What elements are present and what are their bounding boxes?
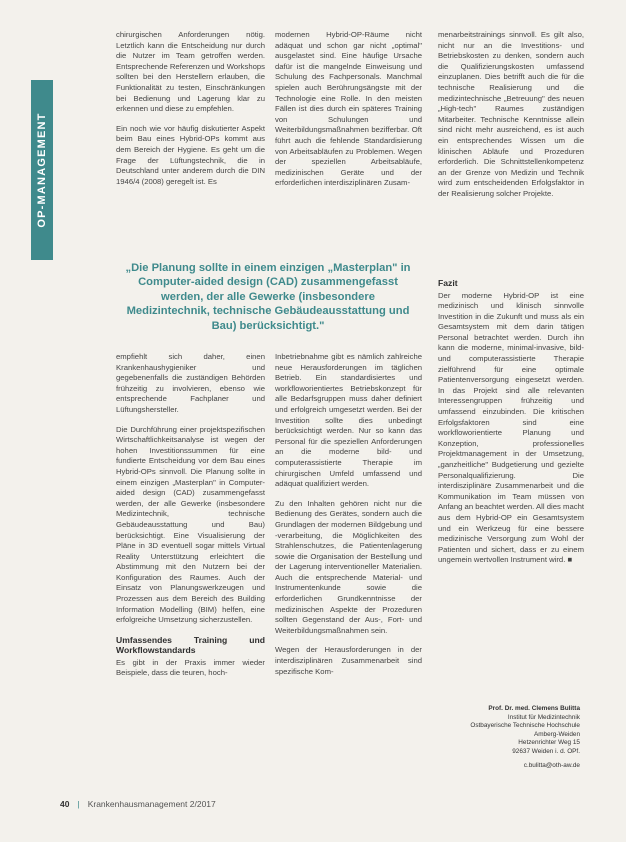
footer-separator: | — [77, 799, 80, 809]
author-affiliation — [458, 705, 580, 770]
paragraph: chirurgischen Anforderungen nötig. Letztlich kann die Entscheidung nur durch die Nutzer im Team getroffen werden. Entsprechende Referenzen und Workshops sollten bei den Herstellern erlauben, die Funktionalität zu testen, Einschränkungen bei Bedienung und Lagerung klar zu erkennen und diese zu empfehlen. — [116, 30, 266, 114]
paragraph: Zu den Inhalten gehören nicht nur die Bedienung des Gerätes, sondern auch die Grundlagen der modernen Bildgebung und -verarbeitung, die Möglichkeiten des Strahlenschutzes, die Patientenlagerung sowie die Organisation der Bestellung und der Lagerung interventioneller Materialien. Auch die entsprechende Material- und Instrumentenkunde sowie die erforderlichen Grundkenntnisse der medizinischen Aspekte der Prozeduren sollten Gegenstand der Aus-, Fort- und Weiterbildungsmaßnahmen sein. — [275, 498, 422, 635]
paragraph: Der moderne Hybrid-OP ist eine medizinisch und klinisch sinnvolle Investition in die Zukunft und muss als ein Gesamtsystem mit dem darin tätigen Personal betrachtet werden. Durch ihn kann die moderne, minimal-invasive, bild- und computerassistierte Therapie zielführend für eine optimale Patientenversorgung eingesetzt werden. In das Projekt sind alle relevanten Interessengruppen frühzeitig und umfassend einzubinden. Die kritischen Erfolgsfaktoren sind eine workfloworientierte Planung und Konzeption, professionelles Projektmanagement in der Umsetzung, „ganzheitliche" Budgetierung und gezielte Personalqualifizierung. Die interdisziplinäre Zusammenarbeit und die Kommunikation im Team müssen von Anfang an beachtet werden. All dies macht aus dem Hybrid-OP ein Gesamtsystem und ein Werkzeug für eine bessere medizinische Versorgung zum Wohl der Patienten und sichert, dass er zu einem ungemein wertvollen Instrument wird. ■ — [438, 290, 584, 565]
column-1-bottom — [116, 352, 265, 688]
paragraph: Inbetriebnahme gibt es nämlich zahlreiche neue Herausforderungen im täglichen Betrieb. Ein standardisiertes und workfloworientiertes Betriebskonzept für alle Bedarfsgruppen muss daher definiert und erfolgreich umgesetzt werden. Bei der Investition sollte dies unbedingt berücksichtigt werden. Nur so kann das Personal für die speziellen Anforderungen an die moderne bild- und computerassistierte Therapie im chirurgischen Umfeld umfassend und adäquat qualifiziert werden. — [275, 352, 422, 489]
page-footer — [60, 799, 216, 809]
affiliation-line: Hetzenrichter Weg 15 — [518, 739, 580, 747]
section-heading: Umfassendes Training und Workflowstandards — [116, 634, 265, 656]
paragraph: menarbeitstrainings sinnvoll. Es gilt also, nicht nur an die Investitions- und Betriebskosten zu denken, sondern auch die Qualifizierungskosten umfassend einzuplanen. Dies betrifft auch die für die technische Realisierung und die medizintechnische „Betreuung" des neuen „High-tech" Raumes zuständigen Mitarbeiter. Technische Kenntnisse allein sind nicht mehr ausreichend, es ist auch ein entsprechendes Wissen um die klinischen Abläufe und Prozeduren erforderlich. Die Schnittstellenkompetenz an der Grenze von Medizin und Technik wird zum entscheidenden Erfolgsfaktor in der Realisierung solcher Projekte. — [438, 30, 584, 198]
column-3-top — [438, 30, 584, 209]
paragraph: Ein noch wie vor häufig diskutierter Aspekt beim Bau eines Hybrid-OPs kommt aus dem Bereich der Hygiene. Es geht um die Frage der Lüftungstechnik, die in Deutschland unter anderem durch die DIN 1946/4 (2008) geregelt ist. Es — [116, 123, 265, 186]
author-name: Prof. Dr. med. Clemens Bulitta — [488, 705, 580, 712]
affiliation-line: Amberg-Weiden — [533, 730, 580, 738]
column-1-top — [116, 30, 265, 196]
paragraph: modernen Hybrid-OP-Räume nicht adäquat und schon gar nicht „optimal" ausgelastet sind. Eine häufige Ursache dafür ist die mangelnde Einweisung und Schulung des Fachpersonals. Manchmal spielen auch Berührungsängste mit der Technologie eine Rolle. In den meisten Fällen ist dies durch ein späteres Training von Schulungen und Weiterbildungsmaßnahmen bezifferbar. Oft führt auch die fehlende Standardisierung von Arbeitsabläufen zu Problemen. Wegen der speziellen Arbeitsabläufe, medizinischen Geräte und der erforderlichen interdisziplinären Zusam- — [275, 30, 422, 188]
column-2-bottom — [275, 352, 422, 686]
journal-name: Krankenhausmanagement 2/2017 — [87, 799, 216, 809]
section-tab — [31, 80, 53, 260]
paragraph: Wegen der Herausforderungen in der interdisziplinären Zusammenarbeit sind spezifische Kom- — [275, 645, 422, 676]
paragraph: Die Durchführung einer projektspezifischen Wirtschaftlichkeitsanalyse ist wegen der hohen Investitionssummen für eine fundierte Entscheidung vor dem Bau eines Hybrid-OPs sinnvoll. Die Planung sollte in einem einzigen „Masterplan" in Computer-aided design (CAD) zusammengefasst werden, der alle Gewerke (insbesondere Medizintechnik, technische Gebäudeausstattung und Bau) berücksichtigt. Eine Visualisierung der Pläne in 3D eventuell sogar mittels Virtual Reality Unterstützung erleichtert die Abstimmung mit den Nutzern bei der Konfiguration des Raumes. Auch der Einsatz von Planungswerkzeugen und Prozessen aus dem Bereich des Building Information Modelling (BIM) helfen, eine erfolgreiche Umsetzung sicherzustellen. — [116, 424, 265, 625]
author-email: c.bulitta@oth-aw.de — [523, 761, 580, 769]
paragraph: empfiehlt sich daher, einen Krankenhaushygieniker und gegebenenfalls die zuständigen Behörden frühzeitig zu involvieren, ebenso wie entsprechende Fachplaner und Lüftungshersteller. — [116, 352, 265, 414]
pull-quote: „Die Planung sollte in einem einzigen „Masterplan" in Computer-aided design (CAD) zusammengefasst werden, der alle Gewerke (insbesondere Medizintechnik, technische Gebäudeausstattung und Bau) berücksichtigt." — [125, 262, 411, 332]
column-3-bottom — [438, 272, 584, 575]
paragraph: Es gibt in der Praxis immer wieder Beispiele, dass die teuren, hoch- — [116, 657, 265, 678]
column-2-top — [275, 30, 422, 198]
section-tab-label: OP-MANAGEMENT — [36, 112, 48, 228]
affiliation-line: 92637 Weiden i. d. OPf. — [512, 747, 580, 755]
page-number: 40 — [60, 799, 70, 809]
affiliation-line: Ostbayerische Technische Hochschule — [470, 722, 580, 730]
affiliation-line: Institut für Medizintechnik — [507, 713, 580, 721]
section-heading: Fazit — [438, 278, 458, 288]
